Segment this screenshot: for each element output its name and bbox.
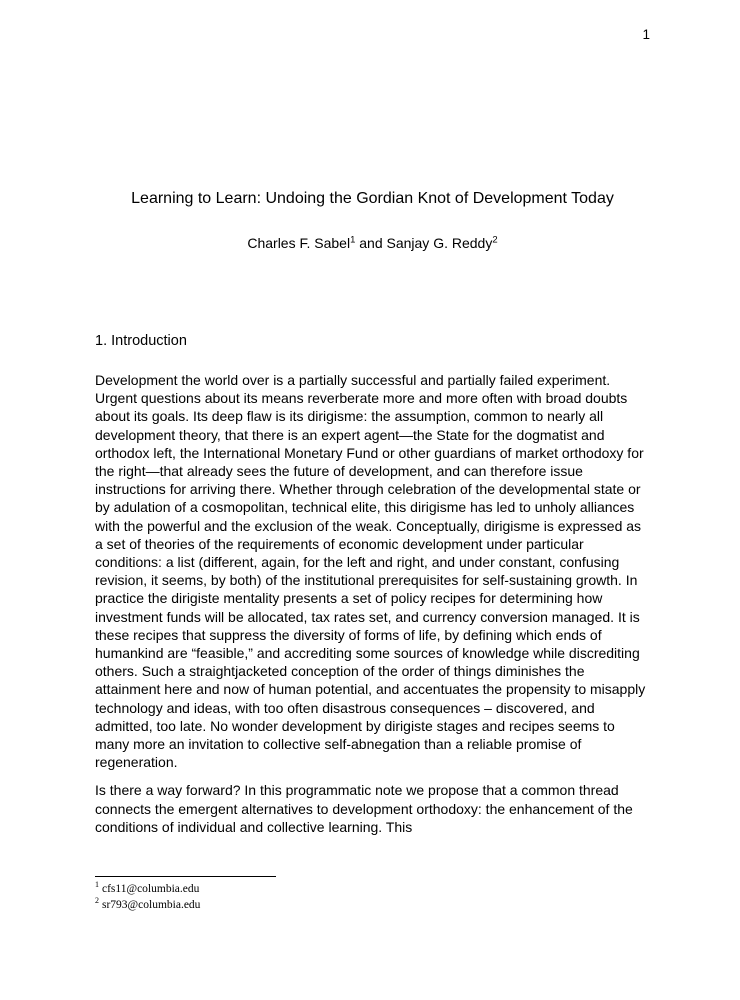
footnote-2-text: sr793@columbia.edu [102,898,201,911]
author-2-footnote-ref: 2 [492,234,498,246]
footnote-separator-rule [95,876,276,877]
paper-title: Learning to Learn: Undoing the Gordian Knot of Development Today [131,190,614,207]
page-number: 1 [642,27,650,42]
footnotes-section [95,876,650,913]
paragraph-1: Development the world over is a partially successful and partially failed experiment. Urgent questions about its means reverberate more and more often with broad doubts about its goals. Its deep flaw is its dirigisme: the assumption, common to nearly all development theory, that there is an expert agent—the State for the dogmatist and orthodox left, the International Monetary Fund or other guardians of market orthodoxy for the right—that already sees the future of development, and can therefore issue instructions for arriving there. Whether through celebration of the developmental state or by adulation of a cosmopolitan, technical elite, this dirigisme has led to unholy alliances with the powerful and the exclusion of the weak. Conceptually, dirigisme is expressed as a set of theories of the requirements of economic development under particular conditions: a list (different, again, for the left and right, and under constant, confusing revision, it seems, by both) of the institutional prerequisites for self-sustaining growth. In practice the dirigiste mentality presents a set of policy recipes for determining how investment funds will be allocated, tax rates set, and currency conversion managed. It is these recipes that suppress the diversity of forms of life, by defining which ends of humankind are “feasible,” and accrediting some sources of knowledge while discrediting others. Such a straightjacketed conception of the order of things diminishes the attainment here and now of human potential, and accentuates the propensity to misapply technology and ideas, with too often disastrous consequences – discovered, and admitted, too late. No wonder development by dirigiste stages and recipes seems to many more an invitation to collective self-abnegation than a reliable promise of regeneration. [95,372,646,771]
page-content [95,0,650,836]
author-1-name: Charles F. Sabel [247,235,351,251]
author-1-footnote-ref: 1 [350,234,356,246]
paragraph-2: Is there a way forward? In this programmatic note we propose that a common thread connects the emergent alternatives to development orthodoxy: the enhancement of the conditions of individual and collective learning. This [95,782,633,835]
footnote-1-marker: 1 [95,880,99,890]
footnote-2 [95,895,650,914]
footnote-2-marker: 2 [95,895,99,905]
footnote-1-text: cfs11@columbia.edu [102,883,200,895]
section-heading-introduction: 1. Introduction [95,333,187,349]
footnote-1 [95,882,650,898]
authors-line [95,235,650,252]
authors-connector: and [355,235,387,251]
author-2-name: Sanjay G. Reddy [386,235,493,251]
